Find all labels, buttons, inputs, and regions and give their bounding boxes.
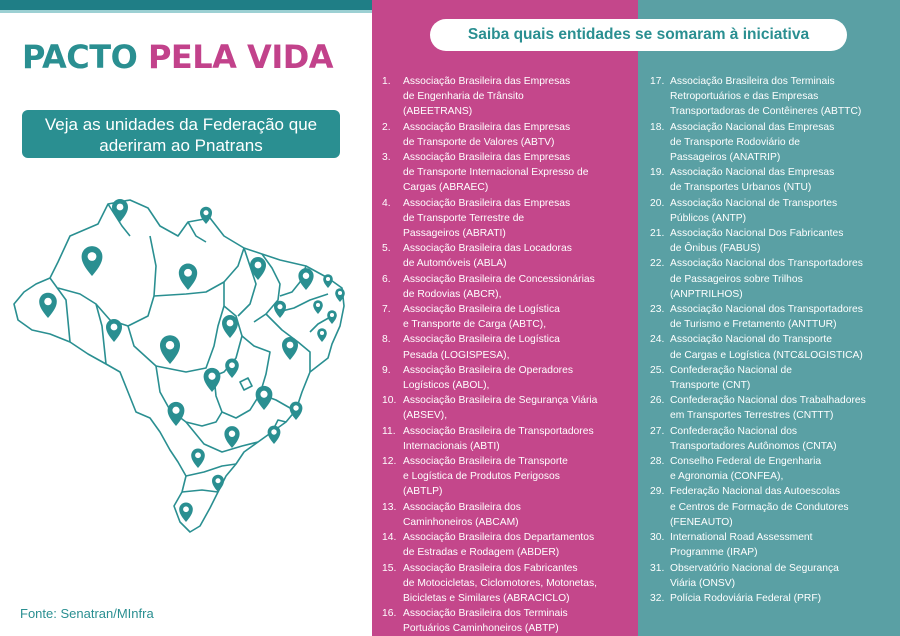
entity-name: Associação Brasileira de Logística e Transporte de Carga (ABTC),	[403, 304, 560, 331]
entity-name: International Road Assessment Programme (IRAP)	[670, 532, 813, 559]
entity-item	[382, 454, 638, 500]
entity-number: 11.	[382, 425, 396, 437]
entity-list-column-2	[650, 74, 898, 606]
map-pin-hole	[88, 252, 97, 261]
entity-item	[382, 272, 638, 302]
entity-number: 18.	[650, 121, 665, 133]
entity-number: 15.	[382, 562, 397, 574]
entity-number: 21.	[650, 228, 665, 240]
entity-name: Associação Brasileira dos Fabricantes de Motocicletas, Ciclomotores, Motonetas, Bicicletas e Similares (ABRACICLO)	[403, 562, 598, 604]
entity-number: 4.	[382, 197, 391, 209]
map-pin-hole	[229, 431, 235, 437]
entity-number: 6.	[382, 273, 391, 285]
map-pin-hole	[320, 331, 324, 335]
entity-item	[650, 196, 898, 226]
map-pin-hole	[111, 324, 118, 331]
entity-name: Conselho Federal de Engenharia e Agronomia (CONFEA),	[670, 456, 822, 483]
entity-item	[650, 561, 898, 591]
entity-item	[650, 165, 898, 195]
entity-name: Associação Brasileira das Empresas de Transporte Terrestre de Passageiros (ABRATI)	[403, 197, 571, 240]
entity-item	[650, 424, 898, 454]
entity-number: 25.	[650, 364, 665, 376]
entity-name: Associação Brasileira das Empresas de Transporte de Valores (ABTV)	[403, 121, 571, 148]
map-pin-hole	[215, 478, 220, 483]
entity-name: Associação Brasileira dos Terminais Portuários Caminhoneiros (ABTP)	[403, 608, 568, 635]
entity-number: 13.	[382, 501, 397, 513]
entity-number: 2.	[382, 121, 391, 133]
map-pin-hole	[183, 506, 189, 512]
entity-item	[650, 74, 898, 120]
entity-item	[650, 591, 898, 606]
entity-name: Associação Nacional do Transporte de Cargas e Logística (NTC&LOGISTICA)	[670, 334, 863, 361]
entity-name: Observatório Nacional de Segurança Viária (ONSV)	[670, 562, 839, 589]
entity-number: 29.	[650, 486, 665, 498]
entity-number: 3.	[382, 152, 391, 164]
source-credit: Fonte: Senatran/MInfra	[20, 606, 154, 621]
entity-name: Associação Brasileira de Concessionárias de Rodovias (ABCR),	[403, 273, 595, 300]
entity-item	[382, 561, 638, 607]
entity-name: Associação Brasileira dos Caminhoneiros (ABCAM)	[403, 501, 521, 528]
entity-name: Associação Brasileira de Operadores Logísticos (ABOL),	[403, 364, 573, 392]
entities-heading: Saiba quais entidades se somaram à iniciativa	[430, 19, 847, 51]
map-pin-hole	[326, 277, 330, 281]
entity-number: 23.	[650, 304, 665, 316]
entity-name: Associação Brasileira das Empresas de Transporte Internacional Expresso de Cargas (ABRAEC)	[403, 152, 589, 194]
entity-name: Confederação Nacional de Transporte (CNT)	[670, 364, 792, 392]
entity-item	[382, 120, 638, 150]
entity-name: Associação Nacional Dos Fabricantes de Ônibus (FABUS)	[670, 228, 844, 255]
entity-number: 30.	[650, 532, 665, 544]
entity-item	[382, 500, 638, 530]
map-pin-hole	[303, 273, 309, 279]
entity-number: 28.	[650, 456, 665, 468]
entity-number: 7.	[382, 304, 391, 316]
entity-item	[382, 74, 638, 120]
map-pin-hole	[260, 391, 267, 398]
state-outlines	[14, 200, 344, 532]
map-pin-hole	[277, 304, 282, 309]
entity-item	[382, 241, 638, 271]
brazil-map	[10, 196, 362, 544]
map-pin-hole	[172, 407, 179, 414]
entity-item	[650, 332, 898, 362]
entity-name: Associação Nacional de Transportes Públicos (ANTP)	[670, 197, 838, 224]
entity-name: Associação Nacional das Empresas de Transporte Rodoviário de Passageiros (ANATRIP)	[670, 121, 835, 164]
entity-name: Associação Brasileira de Transportadores Internacionais (ABTI)	[403, 425, 594, 452]
entity-name: Federação Nacional das Autoescolas e Centros de Formação de Condutores (FENEAUTO)	[670, 486, 849, 528]
entity-name: Associação Brasileira das Empresas de Engenharia de Trânsito (ABEETRANS)	[403, 76, 571, 118]
entity-name: Polícia Rodoviária Federal (PRF)	[670, 592, 822, 604]
entity-name: Associação Brasileira de Transporte e Logística de Produtos Perigosos (ABTLP)	[403, 456, 568, 498]
map-pin-hole	[271, 429, 276, 434]
entity-number: 5.	[382, 243, 391, 255]
entity-number: 27.	[650, 425, 665, 437]
entity-name: Associação Nacional dos Transportadores de Turismo e Fretamento (ANTTUR)	[670, 304, 863, 331]
entity-number: 26.	[650, 395, 665, 407]
map-pin-hole	[227, 320, 234, 327]
entity-number: 17.	[650, 76, 665, 87]
entity-number: 19.	[650, 167, 665, 179]
map-pin-hole	[316, 303, 320, 307]
map-pin-hole	[195, 452, 201, 458]
map-pin-icon	[268, 426, 281, 444]
entity-item	[382, 606, 638, 636]
entity-name: Associação Nacional das Empresas de Transportes Urbanos (NTU)	[670, 167, 835, 194]
entity-item	[382, 150, 638, 196]
entity-number: 1.	[382, 76, 391, 87]
entity-number: 12.	[382, 456, 397, 468]
map-pin-hole	[255, 262, 262, 269]
entity-item	[650, 226, 898, 256]
entity-number: 10.	[382, 395, 397, 407]
entity-item	[382, 424, 638, 454]
map-pin-hole	[293, 405, 298, 410]
entity-number: 9.	[382, 364, 391, 376]
entity-number: 31.	[650, 562, 665, 574]
entity-name: Confederação Nacional dos Trabalhadores em Transportes Terrestres (CNTTT)	[670, 395, 866, 422]
entity-item	[650, 302, 898, 332]
entity-number: 32.	[650, 592, 665, 604]
entity-number: 16.	[382, 608, 397, 620]
entity-item	[382, 332, 638, 362]
map-pin-hole	[166, 341, 175, 350]
entity-item	[382, 363, 638, 393]
country-outline	[14, 200, 344, 532]
entity-name: Associação Brasileira de Segurança Viária (ABSEV),	[403, 395, 598, 422]
entity-name: Associação Brasileira dos Terminais Retroportuários e das Empresas Transportadoras de Contêineres (ABTTC)	[670, 76, 862, 118]
entity-item	[650, 484, 898, 530]
map-pin-icon	[290, 402, 303, 420]
entity-item	[382, 302, 638, 332]
map-pin-hole	[117, 204, 124, 211]
entity-item	[650, 454, 898, 484]
subtitle-badge: Veja as unidades da Federação que aderiram ao Pnatrans	[22, 110, 340, 158]
title-part-pela-vida: PELA VIDA	[147, 38, 334, 76]
entity-item	[650, 393, 898, 423]
entity-name: Associação Brasileira dos Departamentos de Estradas e Rodagem (ABDER)	[403, 532, 595, 559]
top-accent-bar	[0, 0, 372, 10]
map-pin-hole	[44, 298, 51, 305]
map-pin-hole	[208, 373, 215, 380]
entity-item	[382, 196, 638, 242]
map-pin-hole	[287, 342, 294, 349]
entity-item	[650, 363, 898, 393]
entity-name: Associação Brasileira das Locadoras de Automóveis (ABLA)	[403, 243, 572, 270]
entity-item	[650, 256, 898, 302]
map-pin-hole	[229, 362, 235, 368]
entity-number: 24.	[650, 334, 665, 346]
entity-number: 20.	[650, 197, 665, 209]
map-pin-hole	[184, 269, 192, 277]
map-pin-hole	[330, 313, 334, 317]
page-title	[22, 38, 333, 76]
entity-item	[382, 530, 638, 560]
entity-number: 22.	[650, 258, 665, 270]
entity-name: Associação Brasileira de Logística Pesada (LOGISPESA),	[403, 334, 560, 361]
entity-list-column-1	[382, 74, 638, 636]
entity-item	[382, 393, 638, 423]
entity-item	[650, 120, 898, 166]
title-part-pacto: PACTO	[22, 38, 138, 76]
entity-name: Associação Nacional dos Transportadores de Passageiros sobre Trilhos (ANPTRILHOS)	[670, 258, 863, 300]
entity-item	[650, 530, 898, 560]
map-pin-hole	[338, 291, 342, 295]
entity-number: 8.	[382, 334, 391, 346]
map-pin-hole	[203, 210, 208, 215]
entity-number: 14.	[382, 532, 397, 544]
entity-name: Confederação Nacional dos Transportadores Autônomos (CNTA)	[670, 425, 837, 452]
